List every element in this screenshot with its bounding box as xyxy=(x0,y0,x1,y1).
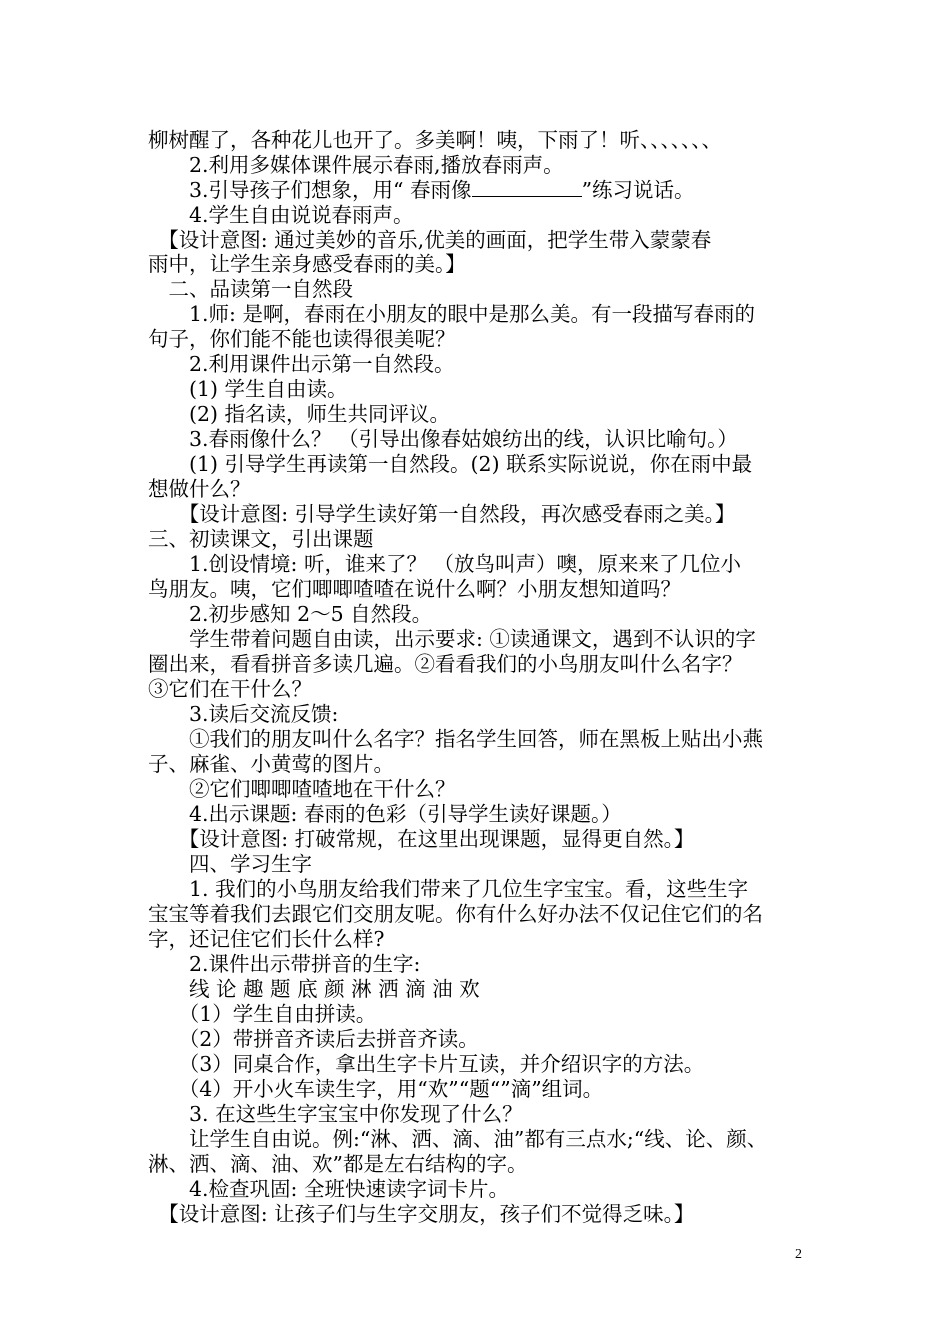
text-line: 柳树醒了，各种花儿也开了。多美啊！咦，下雨了！听、、、、、、、 xyxy=(148,128,722,152)
text-line: 1.师: 是啊，春雨在小朋友的眼中是那么美。有一段描写春雨的 xyxy=(148,302,755,326)
design-intent-line: 【设计意图: 通过美妙的音乐,优美的画面，把学生带入蒙蒙春 xyxy=(148,228,712,252)
design-intent-line: 【设计意图: 让孩子们与生字交朋友，孩子们不觉得乏味。】 xyxy=(148,1202,695,1226)
design-intent-line: 【设计意图: 打破常规，在这里出现课题，显得更自然。】 xyxy=(148,827,695,851)
text-line: （4）开小火车读生字，用“欢”“题“”滴”组词。 xyxy=(148,1077,604,1101)
page-number: 2 xyxy=(795,1247,802,1262)
section-heading: 二、品读第一自然段 xyxy=(148,277,353,301)
text-line: 让学生自由说。例:“淋、洒、滴、油”都有三点水;“线、论、颜、 xyxy=(148,1127,768,1151)
text-line: (2) 指名读，师生共同评议。 xyxy=(148,402,451,426)
text-line: 圈出来，看看拼音多读几遍。②看看我们的小鸟朋友叫什么名字？ xyxy=(148,652,743,676)
section-heading: 四、学习生字 xyxy=(148,852,312,876)
text-line: ①我们的朋友叫什么名字？指名学生回答，师在黑板上贴出小燕 xyxy=(148,727,763,751)
fill-in-blank xyxy=(472,178,582,197)
text-line: 1.创设情境: 听，谁来了？ （放鸟叫声）噢，原来来了几位小 xyxy=(148,552,741,576)
text-line: 鸟朋友。咦，它们唧唧喳喳在说什么啊？小朋友想知道吗？ xyxy=(148,577,681,601)
text-line: 淋、洒、滴、油、欢”都是左右结构的字。 xyxy=(148,1152,528,1176)
text-line: 宝宝等着我们去跟它们交朋友呢。你有什么好办法不仅记住它们的名 xyxy=(148,902,763,926)
text-line: 3. 在这些生字宝宝中你发现了什么？ xyxy=(148,1102,523,1126)
text-line: 4.出示课题: 春雨的色彩（引导学生读好课题。） xyxy=(148,802,622,826)
text-line: 字，还记住它们长什么样? xyxy=(148,927,385,951)
design-intent-line: 【设计意图: 引导学生读好第一自然段，再次感受春雨之美。】 xyxy=(148,502,736,526)
text-line: 4.检查巩固: 全班快速读字词卡片。 xyxy=(148,1177,509,1201)
text-line: 2.初步感知 2～5 自然段。 xyxy=(148,602,433,626)
text-fragment: ”练习说话。 xyxy=(581,178,695,202)
text-line: 想做什么？ xyxy=(148,477,251,501)
text-line: 雨中，让学生亲身感受春雨的美。】 xyxy=(148,252,466,276)
text-fragment: 3.引导孩子们想象，用“ 春雨像 xyxy=(148,178,472,202)
text-line: 1. 我们的小鸟朋友给我们带来了几位生字宝宝。看，这些生字 xyxy=(148,877,749,901)
text-line: 3.读后交流反馈: xyxy=(148,702,339,726)
text-line: 2.利用课件出示第一自然段。 xyxy=(148,352,455,376)
text-line: 学生带着问题自由读，出示要求: ①读通课文，遇到不认识的字 xyxy=(148,627,756,651)
text-line: 2.利用多媒体课件展示春雨,播放春雨声。 xyxy=(148,153,564,177)
text-line: （1）学生自由拼读。 xyxy=(148,1002,377,1026)
section-heading: 三、初读课文，引出课题 xyxy=(148,527,374,551)
text-line: 3.春雨像什么？ （引导出像春姑娘纺出的线，认识比喻句。） xyxy=(148,427,738,451)
text-line: （3）同桌合作，拿出生字卡片互读，并介绍识字的方法。 xyxy=(148,1052,705,1076)
text-line: （2）带拼音齐读后去拼音齐读。 xyxy=(148,1027,479,1051)
text-line-with-blank xyxy=(148,178,695,202)
text-line: 2.课件出示带拼音的生字: xyxy=(148,952,421,976)
text-line: ③它们在干什么？ xyxy=(148,677,312,701)
text-line: 子、麻雀、小黄莺的图片。 xyxy=(148,752,394,776)
text-line: (1) 引导学生再读第一自然段。(2) 联系实际说说，你在雨中最 xyxy=(148,452,753,476)
text-line: 4.学生自由说说春雨声。 xyxy=(148,203,414,227)
text-line: 句子，你们能不能也读得很美呢？ xyxy=(148,327,456,351)
vocab-characters-line: 线 论 趣 题 底 颜 淋 洒 滴 油 欢 xyxy=(148,977,480,1001)
text-line: (1) 学生自由读。 xyxy=(148,377,348,401)
text-line: ②它们唧唧喳喳地在干什么？ xyxy=(148,777,456,801)
